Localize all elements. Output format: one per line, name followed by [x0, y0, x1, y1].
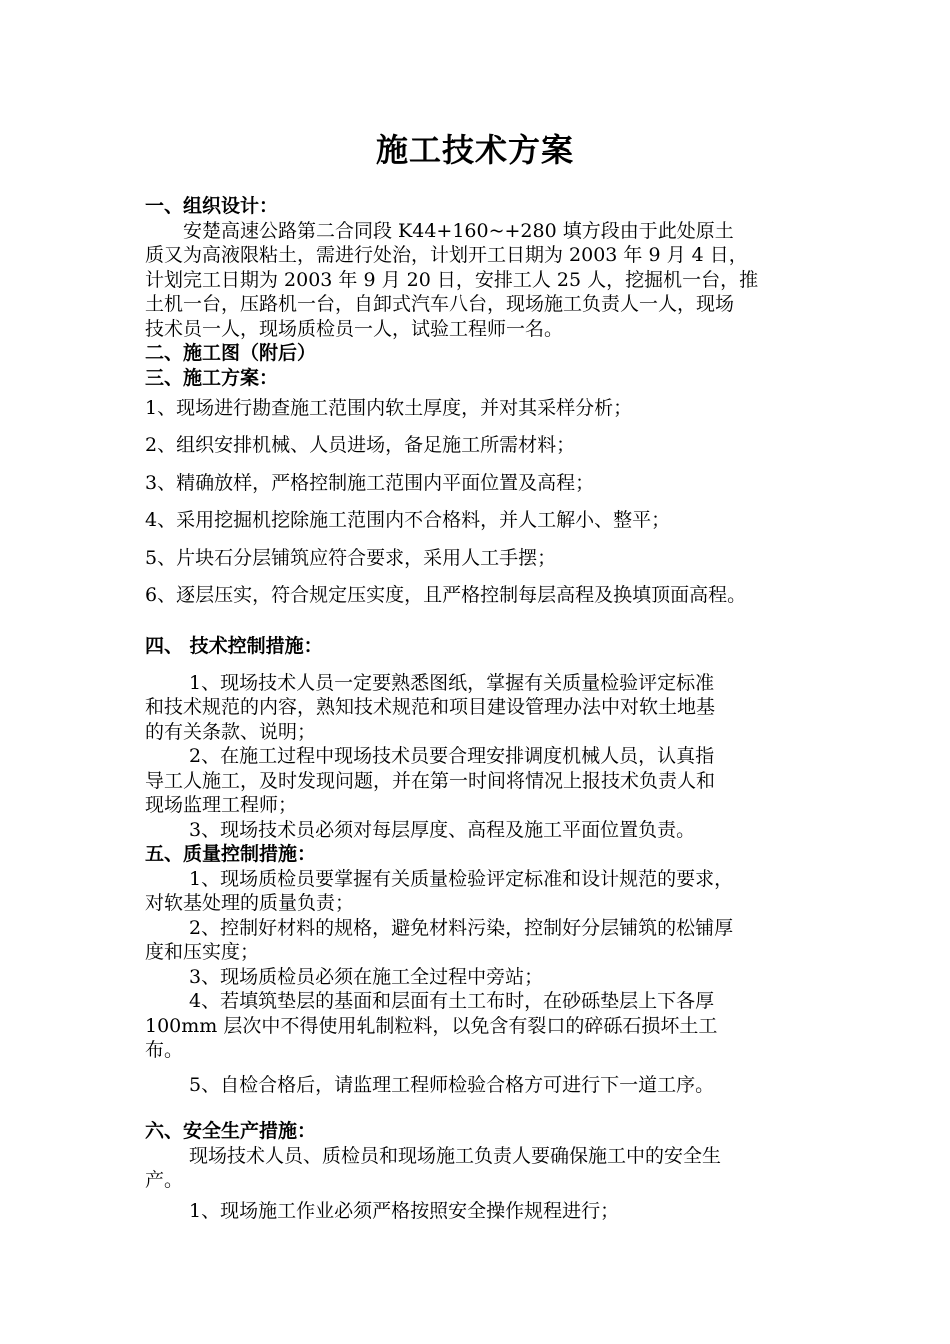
paragraph-line: 4、若填筑垫层的基面和层面有土工布时，在砂砾垫层上下各厚: [189, 990, 715, 1013]
list-item: 1、现场进行勘查施工范围内软土厚度，并对其采样分析；: [145, 397, 633, 419]
section-heading-plan: 三、施工方案：: [145, 366, 279, 389]
paragraph-line: 产。: [145, 1169, 184, 1192]
section-heading-technical-control: 四、 技术控制措施：: [145, 635, 323, 658]
list-item: 3、精确放样，严格控制施工范围内平面位置及高程；: [145, 471, 595, 494]
paragraph-line: 对软基处理的质量负责；: [145, 892, 355, 915]
list-item: 5、片块石分层铺筑应符合要求，采用人工手摆；: [145, 546, 557, 569]
paragraph-line: 质又为高液限粘土，需进行处治，计划开工日期为 2003 年 9 月 4 日，: [145, 244, 748, 266]
paragraph-line: 度和压实度；: [145, 941, 260, 964]
list-item: 4、采用挖掘机挖除施工范围内不合格料，并人工解小、整平；: [145, 509, 671, 532]
paragraph-line: 现场技术人员、质检员和现场施工负责人要确保施工中的安全生: [189, 1144, 722, 1167]
paragraph-line: 1、现场技术人员一定要熟悉图纸，掌握有关质量检验评定标准: [189, 671, 715, 694]
section-heading-quality-control: 五、质量控制措施：: [145, 843, 317, 866]
paragraph-line: 计划完工日期为 2003 年 9 月 20 日，安排工人 25 人，挖掘机一台，推: [145, 268, 759, 291]
spacer: [145, 659, 825, 671]
section-heading-safety: 六、安全生产措施：: [145, 1120, 317, 1143]
paragraph-line: 现场监理工程师；: [145, 794, 298, 817]
document-body: [145, 194, 825, 1223]
list-item: 6、逐层压实，符合规定压实度，且严格控制每层高程及换填顶面高程。: [145, 584, 747, 607]
list-item: 2、组织安排机械、人员进场，备足施工所需材料；: [145, 434, 576, 457]
paragraph-line: 布。: [145, 1039, 184, 1062]
paragraph-line: 2、控制好材料的规格，避免材料污染，控制好分层铺筑的松铺厚: [189, 916, 734, 939]
paragraph-line: 导工人施工，及时发现问题，并在第一时间将情况上报技术负责人和: [145, 769, 716, 792]
paragraph-line: 1、现场施工作业必须严格按照安全操作规程进行；: [189, 1199, 620, 1222]
section-heading-drawing: 二、施工图（附后）: [145, 342, 317, 364]
paragraph-line: 安楚高速公路第二合同段 K44+160~+280 填方段由于此处原土: [183, 219, 734, 242]
paragraph-line: 3、现场技术员必须对每层厚度、高程及施工平面位置负责。: [189, 818, 696, 841]
paragraph-line: 2、在施工过程中现场技术员要合理安排调度机械人员，认真指: [189, 745, 715, 768]
paragraph-line: 技术员一人，现场质检员一人，试验工程师一名。: [145, 317, 564, 340]
paragraph-line: 5、自检合格后，请监理工程师检验合格方可进行下一道工序。: [189, 1073, 715, 1096]
paragraph-line: 1、现场质检员要掌握有关质量检验评定标准和设计规范的要求，: [189, 867, 734, 890]
document-title: 施工技术方案: [375, 131, 574, 169]
spacer: [145, 614, 825, 634]
spacer: [145, 1097, 825, 1119]
paragraph-line: 3、现场质检员必须在施工全过程中旁站；: [189, 965, 544, 988]
paragraph-line: 的有关条款、说明；: [145, 720, 317, 743]
section-heading-organization: 一、组织设计：: [145, 195, 279, 217]
paragraph-line: 和技术规范的内容，熟知技术规范和项目建设管理办法中对软土地基: [145, 696, 716, 719]
paragraph-line: 100mm 层次中不得使用轧制粒料，以免含有裂口的碎砾石损坏土工: [145, 1014, 718, 1037]
paragraph-line: 土机一台，压路机一台，自卸式汽车八台，现场施工负责人一人，现场: [145, 293, 735, 315]
